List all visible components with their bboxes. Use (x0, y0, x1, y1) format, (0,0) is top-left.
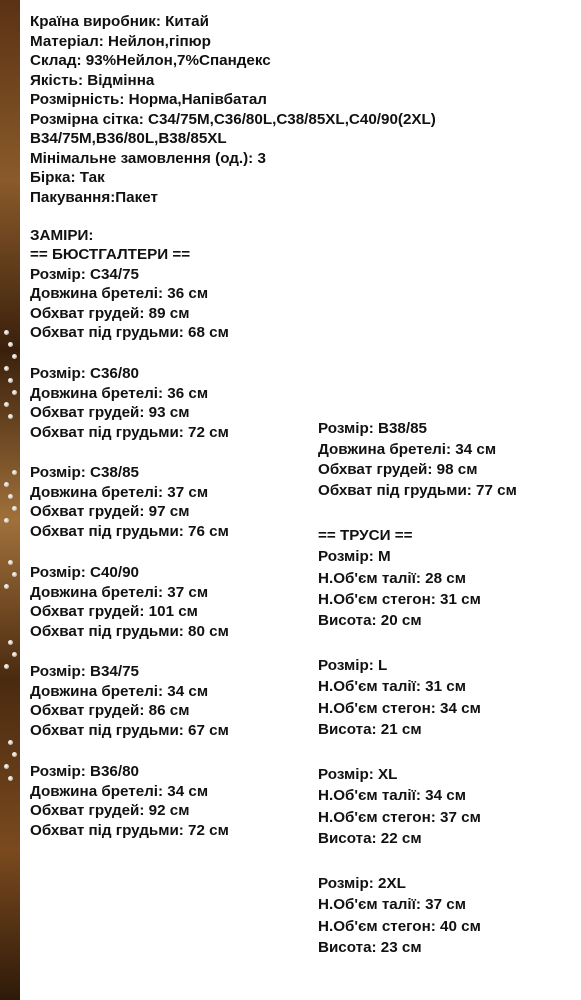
bra-strap-length: Довжина бретелі: 36 см (30, 384, 209, 402)
panties-hips: Н.Об'єм стегон: 31 см (318, 591, 481, 608)
spec-line: В34/75M,В36/80L,В38/85XL (30, 130, 227, 147)
bra-strap-length: Довжина бретелі: 34 см (30, 782, 209, 800)
bra-underbust: Обхват під грудьми: 72 см (30, 821, 229, 839)
pearl-bead (12, 390, 17, 395)
spec-line: Якість: Відмінна (30, 71, 155, 89)
bras-section-title: == БЮСТГАЛТЕРИ == (30, 246, 191, 263)
pearl-bead (8, 414, 13, 419)
panties-size: Розмір: XL (318, 766, 398, 783)
bra-strap-length: Довжина бретелі: 36 см (30, 285, 209, 302)
bra-bust: Обхват грудей: 92 см (30, 802, 190, 819)
bra-bust: Обхват грудей: 101 см (30, 603, 198, 620)
spec-line: Країна виробник: Китай (30, 13, 209, 30)
bra-size: Розмір: С40/90 (30, 564, 139, 581)
panties-height: Висота: 20 см (318, 612, 422, 629)
panties-height: Висота: 23 см (318, 939, 422, 956)
panties-size: Розмір: M (318, 548, 391, 565)
panties-height: Висота: 21 см (318, 721, 422, 738)
pearl-bead (12, 354, 17, 359)
bra-strap-length: Довжина бретелі: 37 см (30, 583, 209, 601)
bra-underbust: Обхват під грудьми: 76 см (30, 522, 229, 540)
bra-bust: Обхват грудей: 97 см (30, 503, 190, 520)
bra-strap-length: Довжина бретелі: 34 см (318, 441, 497, 458)
bra-size: Розмір: В36/80 (30, 763, 139, 780)
bra-bust: Обхват грудей: 93 см (30, 404, 190, 421)
pearl-bead (12, 470, 17, 475)
pearl-bead (4, 482, 9, 487)
spec-line: Пакування:Пакет (30, 188, 158, 206)
panties-hips: Н.Об'єм стегон: 40 см (318, 918, 481, 935)
pearl-bead (8, 378, 13, 383)
bra-strap-length: Довжина бретелі: 34 см (30, 682, 209, 700)
panties-height: Висота: 22 см (318, 830, 422, 847)
pearl-bead (4, 366, 9, 371)
panties-waist: Н.Об'єм талії: 28 см (318, 570, 466, 587)
pearl-bead (8, 776, 13, 781)
spec-line: Мінімальне замовлення (од.): 3 (30, 149, 266, 167)
pearl-bead (8, 640, 13, 645)
pearl-bead (8, 342, 13, 347)
pearl-bead (12, 652, 17, 657)
pearl-bead (8, 560, 13, 565)
bra-size: Розмір: С38/85 (30, 464, 139, 481)
spec-line: Розмірність: Норма,Напівбатал (30, 91, 267, 108)
panties-hips: Н.Об'єм стегон: 34 см (318, 700, 481, 717)
bra-underbust: Обхват під грудьми: 68 см (30, 324, 229, 341)
product-info-panel (20, 0, 581, 1000)
pearl-bead (4, 518, 9, 523)
pearl-bead (4, 664, 9, 669)
spec-line: Бірка: Так (30, 169, 105, 186)
pearl-bead (4, 764, 9, 769)
pearl-bead (4, 402, 9, 407)
bra-size: Розмір: В38/85 (318, 420, 427, 437)
pearl-bead (8, 740, 13, 745)
bra-bust: Обхват грудей: 86 см (30, 702, 190, 719)
panties-size: Розмір: 2XL (318, 875, 406, 892)
bra-underbust: Обхват під грудьми: 72 см (30, 424, 229, 441)
panties-waist: Н.Об'єм талії: 34 см (318, 787, 466, 804)
spec-line: Склад: 93%Нейлон,7%Спандекс (30, 52, 271, 69)
panties-size: Розмір: L (318, 657, 388, 674)
pearl-bead (12, 506, 17, 511)
bra-size: Розмір: С36/80 (30, 365, 139, 382)
spec-line: Матеріал: Нейлон,гіпюр (30, 32, 211, 50)
panties-waist: Н.Об'єм талії: 37 см (318, 896, 466, 913)
pearl-bead (8, 494, 13, 499)
bra-bust: Обхват грудей: 98 см (318, 461, 478, 478)
bra-size: Розмір: В34/75 (30, 663, 139, 680)
panties-section-title: == ТРУСИ == (318, 527, 413, 544)
bra-bust: Обхват грудей: 89 см (30, 304, 190, 322)
measurements-title: ЗАМІРИ: (30, 227, 94, 244)
panties-hips: Н.Об'єм стегон: 37 см (318, 809, 481, 826)
panties-waist: Н.Об'єм талії: 31 см (318, 678, 466, 695)
pearl-bead (4, 584, 9, 589)
spec-line: Розмірна сітка: С34/75M,С36/80L,С38/85XL,С40/90(2XL) (30, 110, 436, 128)
pearl-bead (4, 330, 9, 335)
bra-size: Розмір: С34/75 (30, 265, 139, 283)
bra-underbust: Обхват під грудьми: 77 см (318, 482, 517, 499)
pearl-bead (12, 752, 17, 757)
bra-strap-length: Довжина бретелі: 37 см (30, 483, 209, 501)
pearl-bead (12, 572, 17, 577)
bra-underbust: Обхват під грудьми: 80 см (30, 622, 229, 640)
bra-underbust: Обхват під грудьми: 67 см (30, 722, 229, 739)
